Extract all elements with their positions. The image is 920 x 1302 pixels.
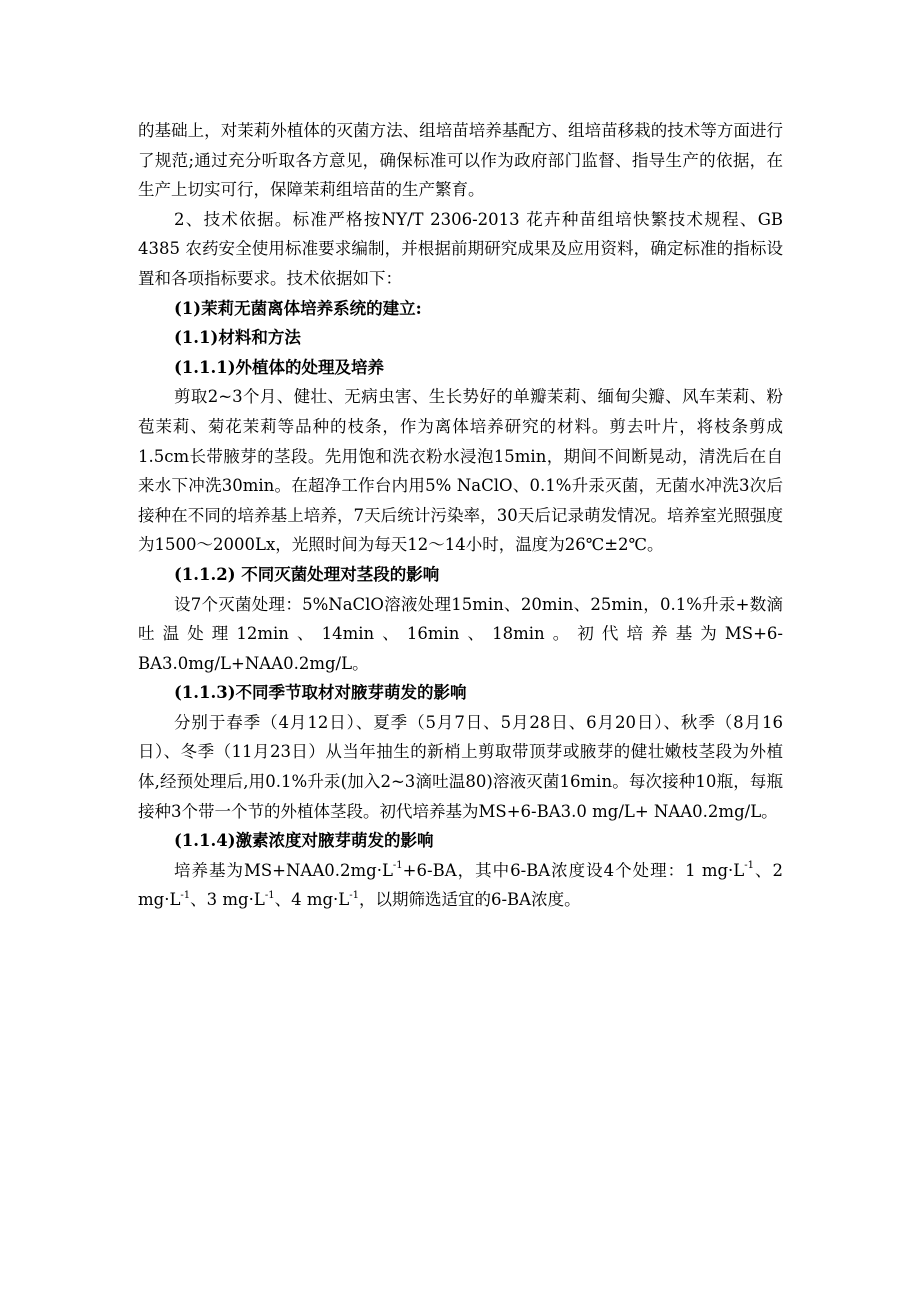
- heading-sterile-culture-system: (1)茉莉无菌离体培养系统的建立:: [174, 298, 422, 318]
- superscript: -1: [264, 889, 275, 901]
- document-body: [138, 116, 783, 915]
- text-run: 、4 mg·L: [274, 890, 350, 910]
- superscript: -1: [180, 889, 191, 901]
- text-run: ，以期筛选适宜的6-BA浓度。: [358, 890, 581, 910]
- heading-hormone-effect: (1.1.4)激素浓度对腋芽萌发的影响: [174, 831, 434, 851]
- text-run: +6-BA，其中6-BA浓度设4个处理：1 mg·L: [402, 860, 745, 880]
- superscript: -1: [392, 860, 403, 872]
- paragraph-intro-continuation: 的基础上，对茉莉外植体的灭菌方法、组培苗培养基配方、组培苗移栽的技术等方面进行了规范;通过充分听取各方意见，确保标准可以作为政府部门监督、指导生产的依据，在生产上切实可行，保障茉莉组培苗的生产繁育。: [138, 121, 783, 200]
- text-run: 、3 mg·L: [190, 890, 265, 910]
- paragraph-technical-basis: 2、技术依据。标准严格按NY/T 2306-2013 花卉种苗组培快繁技术规程、GB 4385 农药安全使用标准要求编制，并根据前期研究成果及应用资料，确定标准的指标设置和各项指标要求。技术依据如下：: [138, 209, 783, 288]
- paragraph-sterilization-effect: 设7个灭菌处理：5%NaClO溶液处理15min、20min、25min，0.1%升汞+数滴吐温处理12min、14min、16min、18min。初代培养基为MS+6-BA3.0mg/L+NAA0.2mg/L。: [138, 594, 783, 673]
- text-run: 、2 mg·L: [138, 860, 783, 910]
- heading-season-effect: (1.1.3)不同季节取材对腋芽萌发的影响: [174, 683, 467, 703]
- paragraph-season-effect: 分别于春季（4月12日）、夏季（5月7日、5月28日、6月20日）、秋季（8月16日）、冬季（11月23日）从当年抽生的新梢上剪取带顶芽或腋芽的健壮嫩枝茎段为外植体,经预处理后,用0.1%升汞(加入2~3滴吐温80)溶液灭菌16min。每次接种10瓶，每瓶接种3个带一个节的外植体茎段。初代培养基为MS+6-BA3.0 mg/L+ NAA0.2mg/L。: [138, 712, 783, 821]
- superscript: -1: [744, 860, 755, 872]
- superscript: -1: [349, 889, 359, 901]
- paragraph-explant-treatment: 剪取2~3个月、健壮、无病虫害、生长势好的单瓣茉莉、缅甸尖瓣、风车茉莉、粉苞茉莉、菊花茉莉等品种的枝条，作为离体培养研究的材料。剪去叶片，将枝条剪成1.5cm长带腋芽的茎段。先用饱和洗衣粉水浸泡15min，期间不间断晃动，清洗后在自来水下冲洗30min。在超净工作台内用5% NaClO、0.1%升汞灭菌，无菌水冲洗3次后接种在不同的培养基上培养，7天后统计污染率，30天后记录萌发情况。培养室光照强度为1500～2000Lx，光照时间为每天12～14小时，温度为26℃±2℃。: [138, 387, 783, 555]
- heading-explant-treatment: (1.1.1)外植体的处理及培养: [174, 357, 385, 377]
- heading-materials-methods: (1.1)材料和方法: [174, 328, 301, 348]
- paragraph-hormone-effect: [138, 856, 783, 915]
- text-run: 培养基为MS+NAA0.2mg·L: [174, 860, 393, 880]
- heading-sterilization-effect: (1.1.2) 不同灭菌处理对茎段的影响: [174, 564, 440, 584]
